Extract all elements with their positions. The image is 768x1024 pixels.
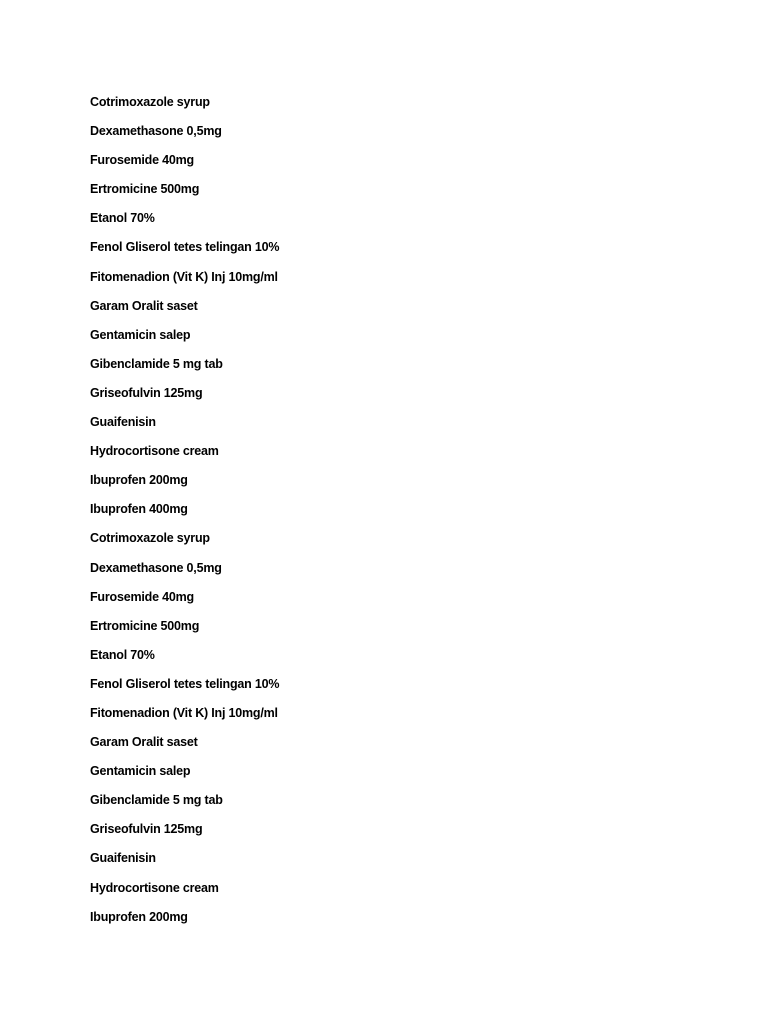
list-item: Etanol 70% (90, 647, 155, 662)
list-item: Fitomenadion (Vit K) Inj 10mg/ml (90, 269, 278, 284)
list-item: Guaifenisin (90, 415, 156, 430)
list-item: Ibuprofen 200mg (90, 473, 188, 488)
list-item: Griseofulvin 125mg (90, 385, 203, 400)
list-item: Guaifenisin (90, 851, 156, 866)
medicine-list (90, 92, 279, 936)
list-item: Gentamicin salep (90, 764, 191, 779)
list-item: Garam Oralit saset (90, 298, 198, 313)
list-item: Griseofulvin 125mg (90, 822, 203, 837)
list-item: Fenol Gliserol tetes telingan 10% (90, 676, 280, 691)
list-item: Furosemide 40mg (90, 589, 194, 604)
list-item: Ibuprofen 200mg (90, 909, 188, 924)
list-item: Ibuprofen 400mg (90, 502, 188, 517)
list-item: Cotrimoxazole syrup (90, 531, 210, 546)
list-item: Hydrocortisone cream (90, 444, 219, 459)
list-item: Garam Oralit saset (90, 735, 198, 750)
list-item: Fenol Gliserol tetes telingan 10% (90, 240, 280, 255)
list-item: Gibenclamide 5 mg tab (90, 793, 223, 808)
list-item: Hydrocortisone cream (90, 880, 219, 895)
list-item: Gibenclamide 5 mg tab (90, 356, 223, 371)
list-item: Dexamethasone 0,5mg (90, 124, 222, 139)
list-item: Gentamicin salep (90, 327, 191, 342)
list-item: Etanol 70% (90, 211, 155, 226)
list-item: Cotrimoxazole syrup (90, 95, 210, 109)
list-item: Ertromicine 500mg (90, 182, 200, 197)
list-item: Dexamethasone 0,5mg (90, 560, 222, 575)
list-item: Fitomenadion (Vit K) Inj 10mg/ml (90, 705, 278, 720)
list-item: Ertromicine 500mg (90, 618, 200, 633)
list-item: Furosemide 40mg (90, 153, 194, 168)
